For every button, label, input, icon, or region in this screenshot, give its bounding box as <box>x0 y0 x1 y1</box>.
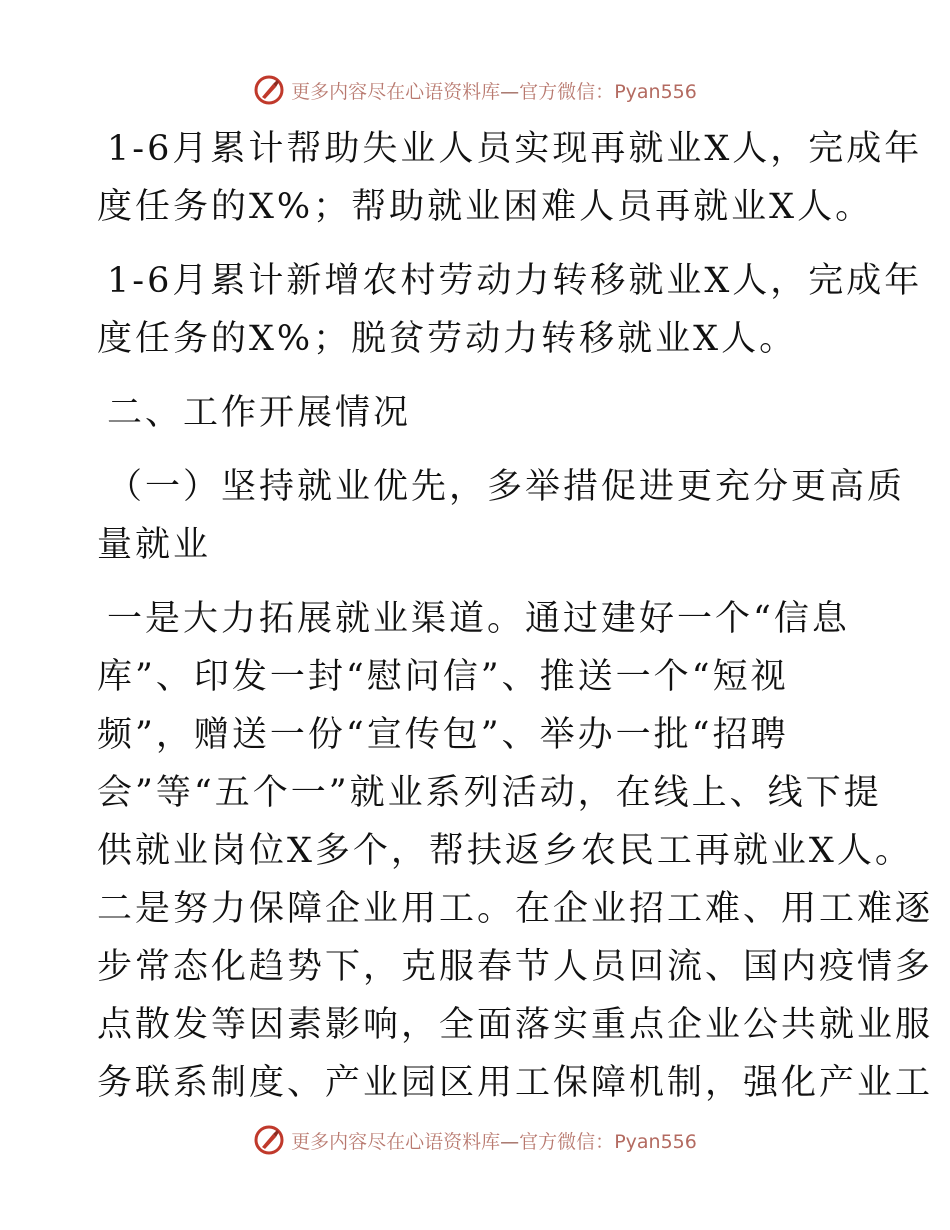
pen-logo-icon <box>253 74 285 106</box>
heading-line: 量就业 <box>97 525 212 565</box>
pen-logo-icon <box>253 1124 285 1156</box>
text-line: 频”，赠送一份“宣传包”、举办一批“招聘 <box>97 715 789 755</box>
text-line: 库”、印发一封“慰问信”、推送一个“短视 <box>97 657 789 697</box>
text-line: 度任务的X%；帮助就业困难人员再就业X人。 <box>97 187 874 227</box>
heading-line: 二、工作开展情况 <box>107 393 412 433</box>
text-line: 步常态化趋势下，克服春节人员回流、国内疫情多 <box>97 947 934 987</box>
paragraph-measures <box>97 590 934 1112</box>
footer-watermark <box>0 1122 950 1158</box>
text-line: 务联系制度、产业园区用工保障机制，强化产业工 <box>97 1063 934 1103</box>
text-line: 1-6月累计帮助失业人员实现再就业X人，完成年 <box>107 129 923 169</box>
text-line: 一是大力拓展就业渠道。通过建好一个“信息 <box>107 599 850 639</box>
heading-line: （一）坚持就业优先，多举措促进更充分更高质 <box>107 467 906 507</box>
text-line: 二是努力保障企业用工。在企业招工难、用工难逐 <box>97 889 934 929</box>
paragraph-rural-labor <box>97 252 923 368</box>
header-watermark <box>0 72 950 108</box>
text-line: 会”等“五个一”就业系列活动，在线上、线下提 <box>97 773 882 813</box>
text-line: 点散发等因素影响，全面落实重点企业公共就业服 <box>97 1005 934 1045</box>
text-line: 供就业岗位X多个，帮扶返乡农民工再就业X人。 <box>97 831 913 871</box>
document-body <box>97 120 934 1112</box>
watermark-text: 更多内容尽在心语资料库—官方微信：Pyan556 <box>291 80 697 103</box>
subsection-heading <box>97 458 906 574</box>
text-line: 度任务的X%；脱贫劳动力转移就业X人。 <box>97 319 798 359</box>
paragraph-employment-stats <box>97 120 923 236</box>
section-heading <box>97 384 857 442</box>
text-line: 1-6月累计新增农村劳动力转移就业X人，完成年 <box>107 261 923 301</box>
watermark-text: 更多内容尽在心语资料库—官方微信：Pyan556 <box>291 1130 697 1153</box>
